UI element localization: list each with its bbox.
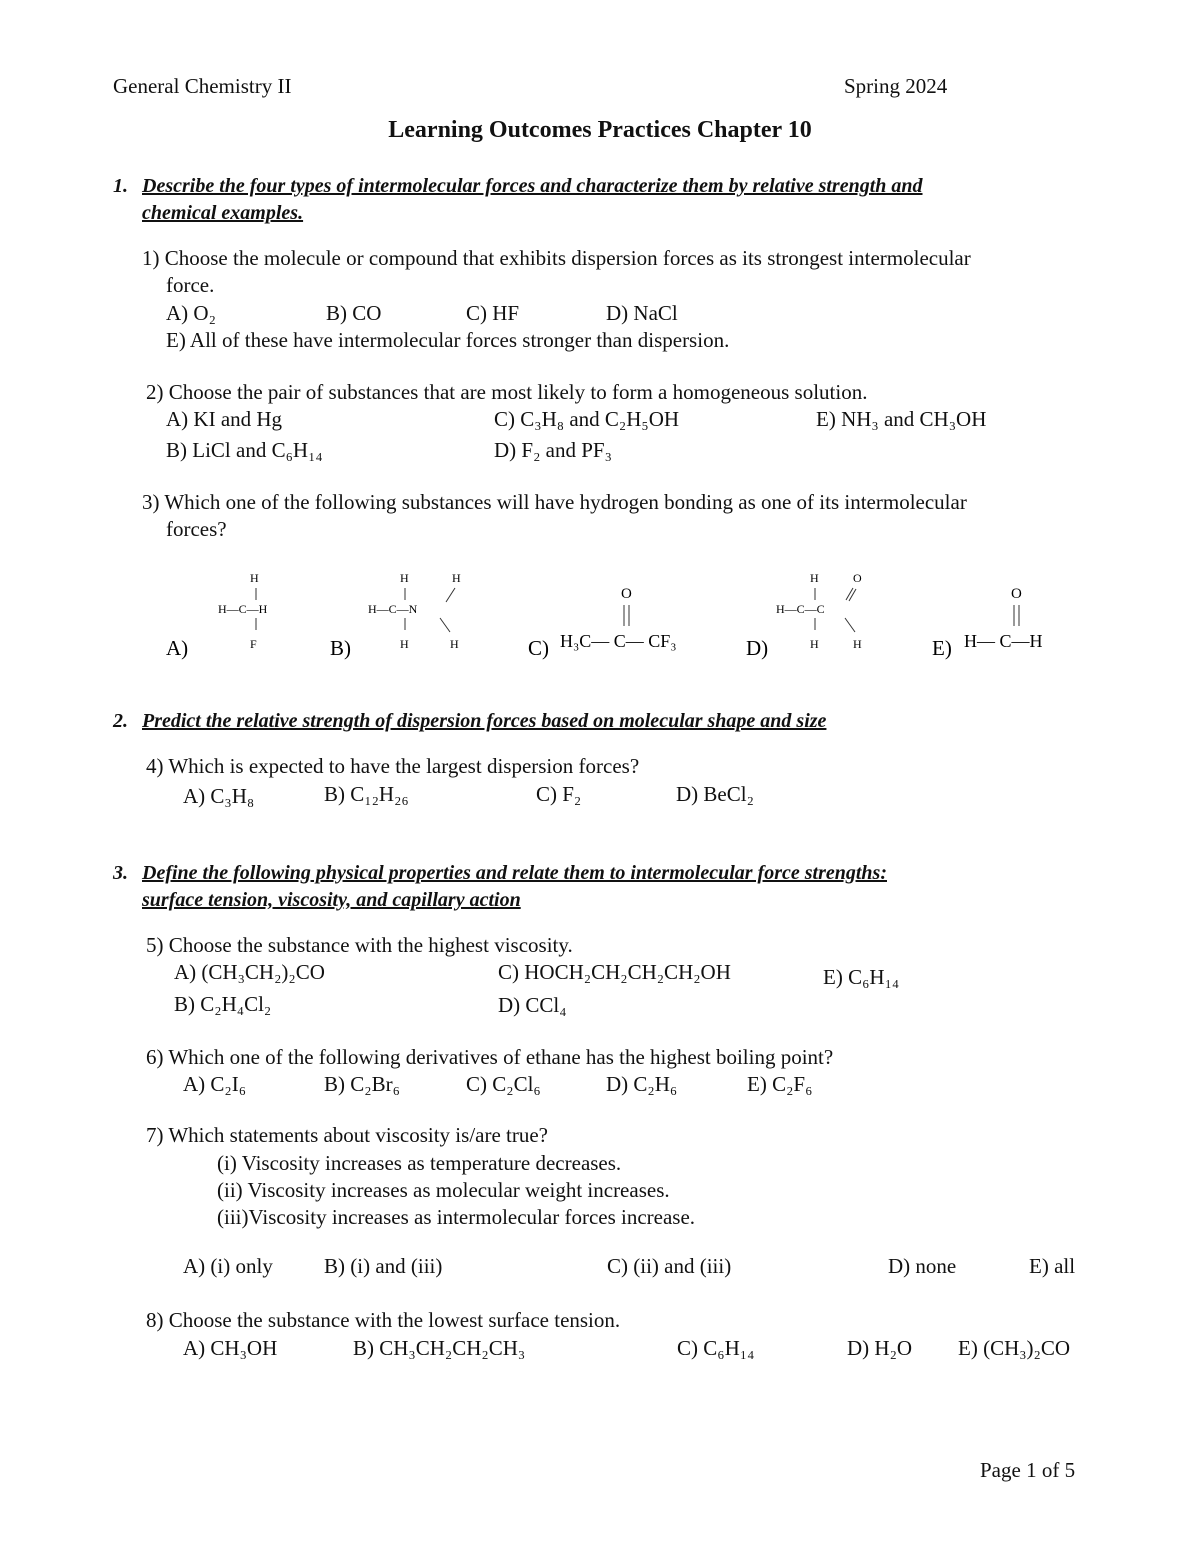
q3-label-e: E)	[932, 636, 952, 660]
q1-choice-e: E) All of these have intermolecular forces stronger than dispersion.	[166, 328, 730, 352]
svg-text:H: H	[853, 637, 862, 651]
svg-text:H: H	[250, 571, 259, 585]
q2-choice-e: E) NH₃ and CH₃OH	[816, 407, 987, 431]
q1-choice-a: A) O₂	[166, 301, 216, 325]
q3-stem-line2: forces?	[166, 517, 227, 541]
q8-choice-a: A) CH₃OH	[183, 1336, 278, 1360]
q6-choice-c: C) C₂Cl₆	[466, 1072, 541, 1096]
q7-choice-b: B) (i) and (iii)	[324, 1254, 443, 1278]
q7-statement-2: (ii) Viscosity increases as molecular weight increases.	[217, 1178, 670, 1202]
q1-choice-b: B) CO	[326, 301, 382, 325]
q4-stem: 4) Which is expected to have the largest dispersion forces?	[146, 754, 640, 778]
structure-b	[330, 571, 461, 660]
q6-choice-e: E) C₂F₆	[747, 1072, 813, 1096]
q6-choice-a: A) C₂I₆	[183, 1072, 247, 1096]
objective-1-number: 1.	[113, 175, 128, 197]
q7-choice-c: C) (ii) and (iii)	[607, 1254, 732, 1278]
svg-text:H—C—N: H—C—N	[368, 602, 418, 616]
q8-choice-e: E) (CH₃)₂CO	[958, 1336, 1071, 1360]
q2-stem: 2) Choose the pair of substances that are most likely to form a homogeneous solution.	[146, 380, 868, 404]
q7-statement-3: (iii)Viscosity increases as intermolecular forces increase.	[217, 1205, 696, 1229]
q7-choice-e: E) all	[1029, 1254, 1076, 1278]
svg-text:H— C—H: H— C—H	[964, 631, 1043, 651]
q8-choice-b: B) CH₃CH₂CH₂CH₃	[353, 1336, 526, 1360]
q1-choice-d: D) NaCl	[606, 301, 678, 325]
q5-choice-e: E) C₆H₁₄	[823, 965, 900, 989]
q4-choice-b: B) C₁₂H₂₆	[324, 782, 409, 806]
q4-choice-a: A) C₃H₈	[183, 784, 255, 808]
q2-choice-b: B) LiCl and C₆H₁₄	[166, 438, 323, 462]
objective-3-line2: surface tension, viscosity, and capillary action	[142, 889, 521, 911]
svg-text:H₃C— C— CF₃: H₃C— C— CF₃	[560, 631, 677, 651]
svg-text:H: H	[810, 637, 819, 651]
q6-choice-b: B) C₂Br₆	[324, 1072, 400, 1096]
page-title: Learning Outcomes Practices Chapter 10	[388, 117, 812, 143]
svg-text:H—C—C: H—C—C	[776, 602, 825, 616]
svg-text:O: O	[621, 586, 632, 602]
term: Spring 2024	[844, 74, 948, 98]
q5-stem: 5) Choose the substance with the highest viscosity.	[146, 933, 573, 957]
q1-stem-line2: force.	[166, 273, 215, 297]
objective-3-line1: Define the following physical properties and relate them to intermolecular force strengths:	[142, 862, 887, 884]
q4-choice-d: D) BeCl₂	[676, 782, 754, 806]
q8-choice-c: C) C₆H₁₄	[677, 1336, 755, 1360]
svg-text:H: H	[810, 571, 819, 585]
q7-stem: 7) Which statements about viscosity is/are true?	[146, 1123, 549, 1147]
objective-1-line1: Describe the four types of intermolecular forces and characterize them by relative strength and	[142, 175, 923, 197]
svg-text:O: O	[1011, 586, 1022, 602]
q3-label-a: A)	[166, 636, 189, 660]
q1-stem-line1: 1) Choose the molecule or compound that exhibits dispersion forces as its strongest intermolecular	[142, 246, 971, 270]
course-name: General Chemistry II	[113, 74, 292, 98]
objective-2-number: 2.	[113, 710, 128, 732]
q3-stem-line1: 3) Which one of the following substances will have hydrogen bonding as one of its intermolecular	[142, 490, 967, 514]
objective-3-number: 3.	[113, 862, 128, 884]
svg-text:H: H	[400, 571, 409, 585]
q7-statement-1: (i) Viscosity increases as temperature decreases.	[217, 1151, 622, 1175]
svg-text:H: H	[452, 571, 461, 585]
q3-label-b: B)	[330, 636, 351, 660]
q5-choice-c: C) HOCH₂CH₂CH₂CH₂OH	[498, 960, 731, 984]
svg-text:O: O	[853, 571, 862, 585]
structure-a	[166, 571, 268, 660]
q7-choice-a: A) (i) only	[183, 1254, 273, 1278]
q6-stem: 6) Which one of the following derivatives of ethane has the highest boiling point?	[146, 1045, 834, 1069]
svg-text:F: F	[250, 637, 257, 651]
q5-choice-a: A) (CH₃CH₂)₂CO	[174, 960, 325, 984]
q1-choice-c: C) HF	[466, 301, 520, 325]
page-number: Page 1 of 5	[980, 1458, 1076, 1482]
q6-choice-d: D) C₂H₆	[606, 1072, 678, 1096]
structure-d	[746, 571, 862, 660]
q2-choice-a: A) KI and Hg	[166, 407, 283, 431]
svg-text:H: H	[450, 637, 459, 651]
structure-c	[528, 586, 677, 660]
svg-text:H: H	[400, 637, 409, 651]
q7-choice-d: D) none	[888, 1254, 957, 1278]
structure-e	[932, 586, 1043, 660]
svg-text:H—C—H: H—C—H	[218, 602, 268, 616]
q2-choice-c: C) C₃H₈ and C₂H₅OH	[494, 407, 680, 431]
q3-label-c: C)	[528, 636, 549, 660]
objective-2-line1: Predict the relative strength of dispersion forces based on molecular shape and size	[142, 710, 827, 732]
q5-choice-b: B) C₂H₄Cl₂	[174, 992, 272, 1016]
objective-1-line2: chemical examples.	[142, 202, 304, 224]
q5-choice-d: D) CCl₄	[498, 993, 567, 1017]
q8-choice-d: D) H₂O	[847, 1336, 913, 1360]
q3-label-d: D)	[746, 636, 769, 660]
q2-choice-d: D) F₂ and PF₃	[494, 438, 612, 462]
q3-structures	[0, 560, 1200, 670]
q8-stem: 8) Choose the substance with the lowest surface tension.	[146, 1308, 621, 1332]
q4-choice-c: C) F₂	[536, 782, 582, 806]
